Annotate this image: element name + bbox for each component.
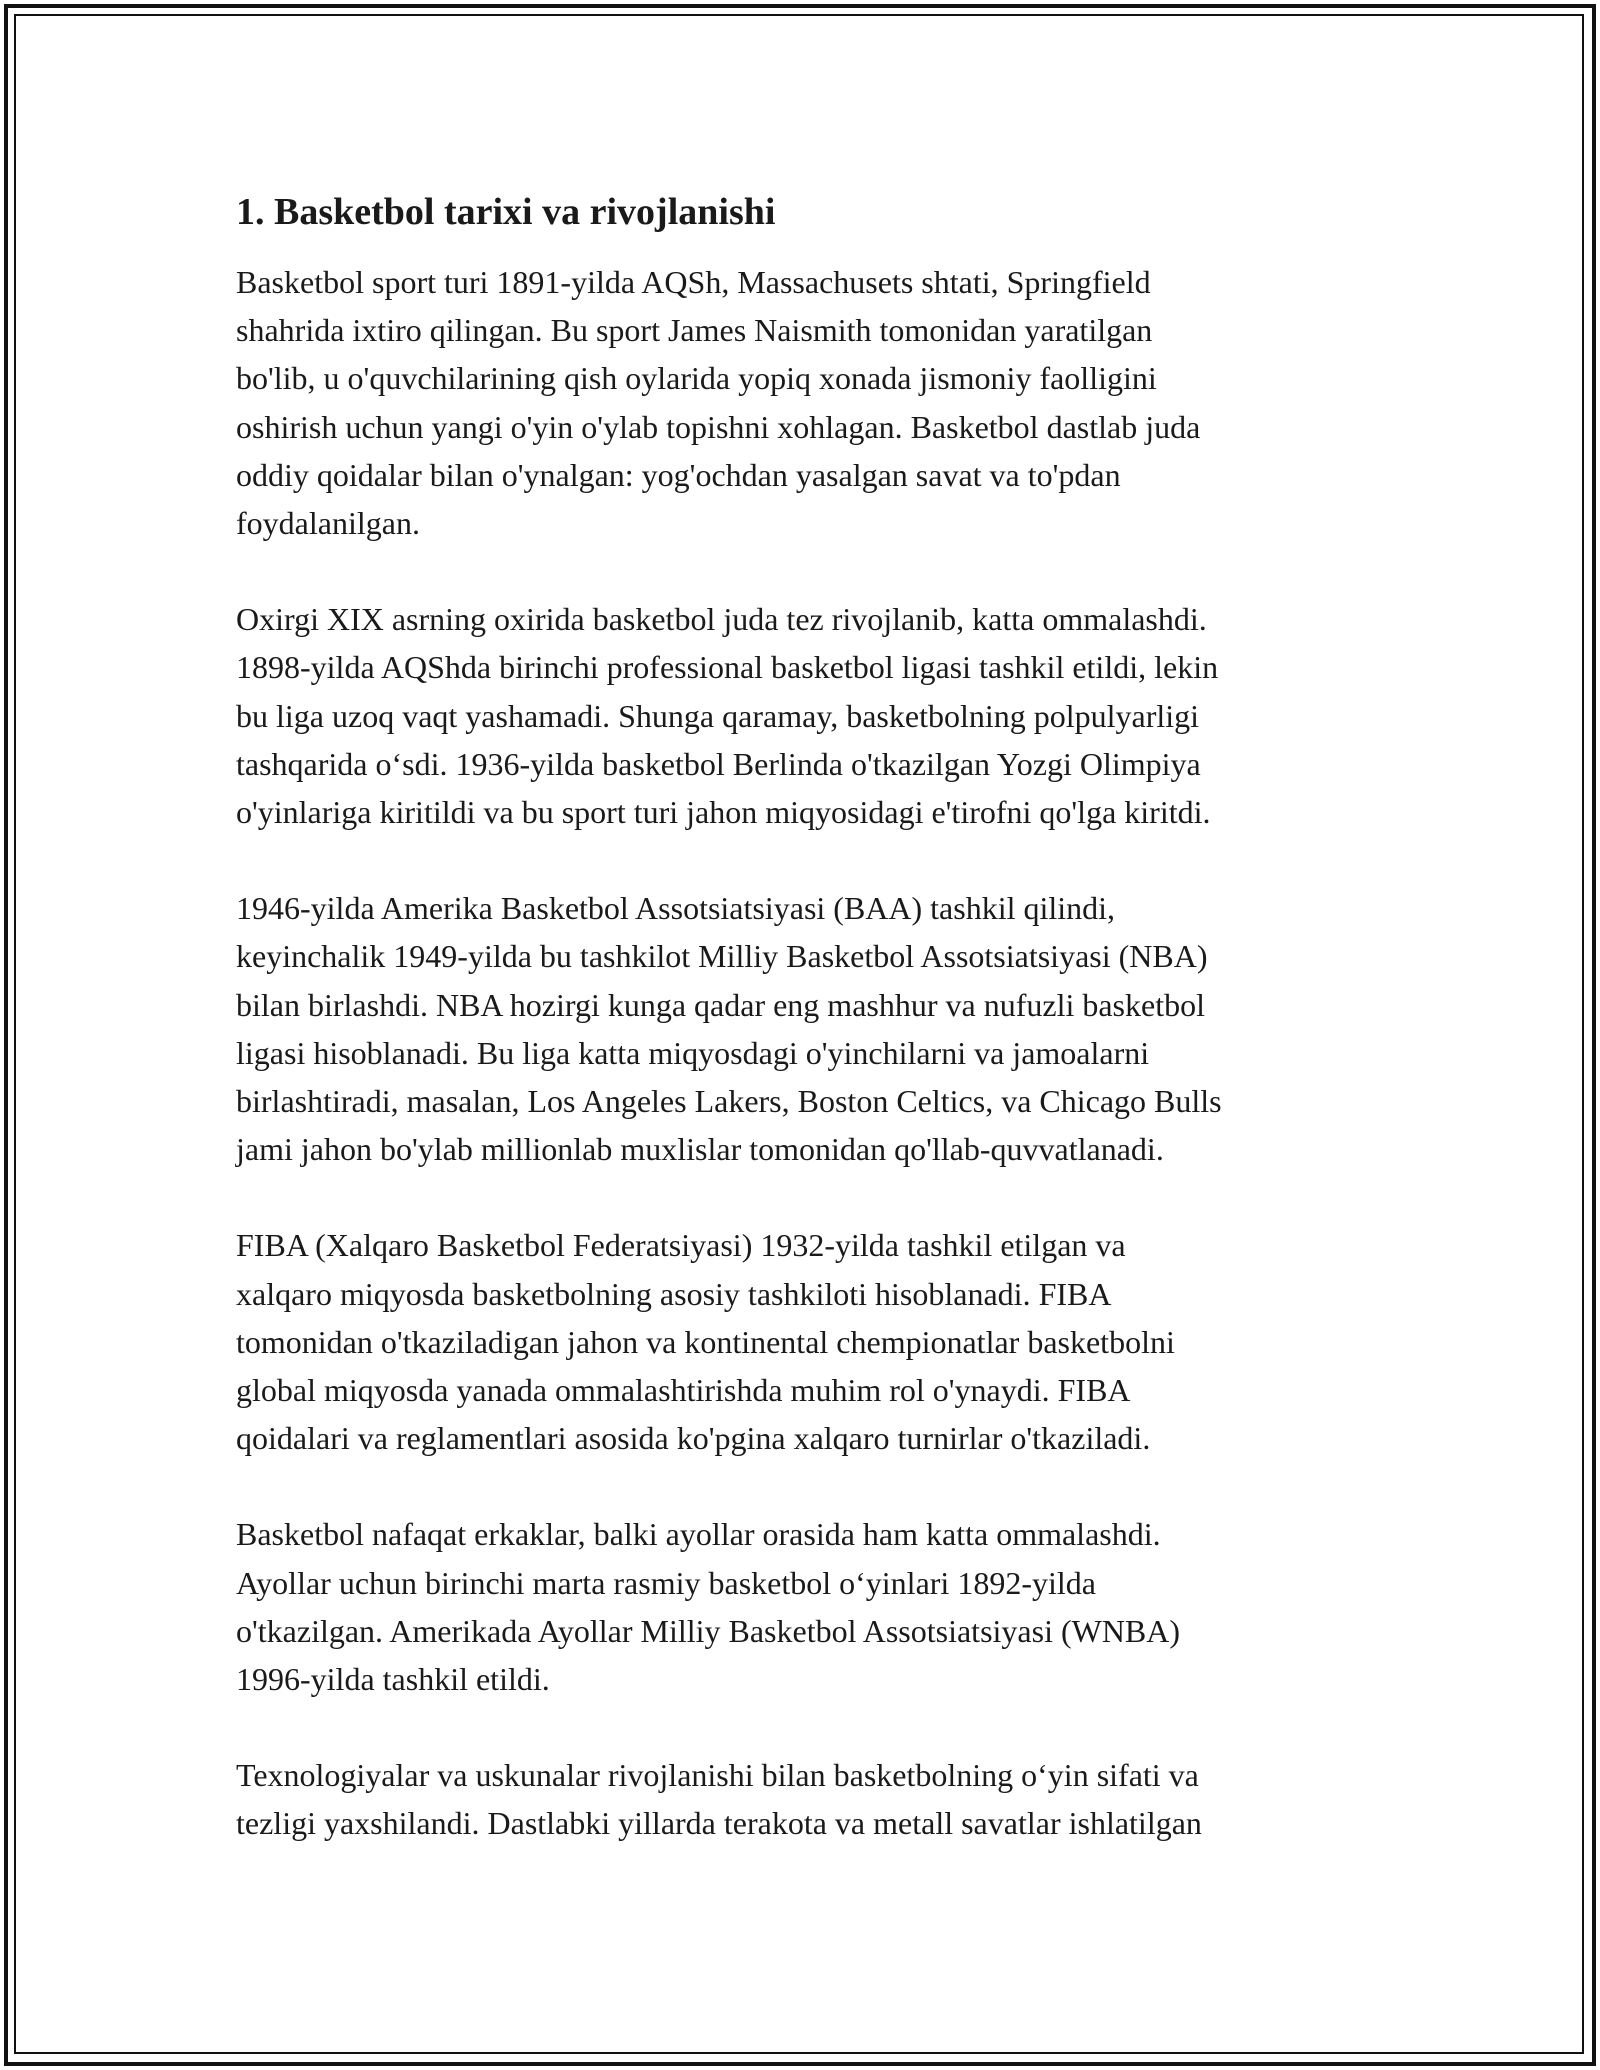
paragraph-early-growth [236,595,1386,836]
paragraph-line: tashqarida o‘sdi. 1936-yilda basketbol Berlinda o'tkazilgan Yozgi Olimpiya [236,745,1201,782]
paragraph-line: 1946-yilda Amerika Basketbol Assotsiatsiyasi (BAA) tashkil qilindi, [236,890,1116,927]
paragraph-nba [236,884,1386,1173]
paragraph-line: bilan birlashdi. NBA hozirgi kunga qadar eng mashhur va nufuzli basketbol [236,986,1205,1023]
paragraph-line: oddiy qoidalar bilan o'ynalgan: yog'ochdan yasalgan savat va to'pdan [236,456,1121,493]
paragraph-line: Basketbol nafaqat erkaklar, balki ayollar orasida ham katta ommalashdi. [236,1516,1161,1553]
paragraph-line: tomonidan o'tkaziladigan jahon va kontinental chempionatlar basketbolni [236,1323,1175,1360]
paragraph-line: o'tkazilgan. Amerikada Ayollar Milliy Basketbol Assotsiatsiyasi (WNBA) [236,1612,1181,1649]
paragraph-line: bu liga uzoq vaqt yashamadi. Shunga qaramay, basketbolning polpulyarligi [236,697,1200,734]
paragraph-line: o'yinlariga kiritildi va bu sport turi jahon miqyosidagi e'tirofni qo'lga kiritdi. [236,794,1211,831]
paragraph-line: bo'lib, u o'quvchilarining qish oylarida yopiq xonada jismoniy faolligini [236,360,1157,397]
paragraph-line: Basketbol sport turi 1891-yilda AQSh, Massachusets shtati, Springfield [236,264,1151,300]
paragraph-line: Texnologiyalar va uskunalar rivojlanishi bilan basketbolning o‘yin sifati va [236,1757,1199,1794]
paragraph-fiba [236,1221,1386,1462]
paragraph-line: jami jahon bo'ylab millionlab muxlislar tomonidan qo'llab-quvvatlanadi. [236,1131,1164,1168]
section-title: 1. Basketbol tarixi va rivojlanishi [236,191,776,233]
paragraph-line: global miqyosda yanada ommalashtirishda muhim rol o'ynaydi. FIBA [236,1372,1131,1409]
paragraph-line: foydalanilgan. [236,505,420,542]
paragraph-line: tezligi yaxshilandi. Dastlabki yillarda terakota va metall savatlar ishlatilgan [236,1805,1202,1842]
paragraph-line: FIBA (Xalqaro Basketbol Federatsiyasi) 1932-yilda tashkil etilgan va [236,1227,1126,1264]
paragraph-line: oshirish uchun yangi o'yin o'ylab topishni xohlagan. Basketbol dastlab juda [236,408,1201,445]
paragraph-line: shahrida ixtiro qilingan. Bu sport James Naismith tomonidan yaratilgan [236,312,1153,349]
paragraph-line: xalqaro miqyosda basketbolning asosiy tashkiloti hisoblanadi. FIBA [236,1275,1112,1312]
paragraph-line: 1996-yilda tashkil etildi. [236,1661,550,1698]
paragraph-line: keyinchalik 1949-yilda bu tashkilot Milliy Basketbol Assotsiatsiyasi (NBA) [236,938,1208,975]
paragraph-technology [236,1751,1386,1847]
paragraph-line: qoidalari va reglamentlari asosida ko'pgina xalqaro turnirlar o'tkaziladi. [236,1420,1151,1457]
paragraph-line: birlashtiradi, masalan, Los Angeles Lakers, Boston Celtics, va Chicago Bulls [236,1083,1222,1120]
paragraph-womens-basketball [236,1510,1386,1703]
document-body [236,188,1386,1896]
paragraph-line: Ayollar uchun birinchi marta rasmiy basketbol o‘yinlari 1892-yilda [236,1564,1096,1601]
paragraph-line: Oxirgi XIX asrning oxirida basketbol juda tez rivojlanib, katta ommalashdi. [236,601,1207,638]
paragraph-line: 1898-yilda AQShda birinchi professional basketbol ligasi tashkil etildi, lekin [236,649,1219,686]
paragraph-line: ligasi hisoblanadi. Bu liga katta miqyosdagi o'yinchilarni va jamoalarni [236,1034,1150,1071]
paragraph-history-origin [236,258,1386,547]
